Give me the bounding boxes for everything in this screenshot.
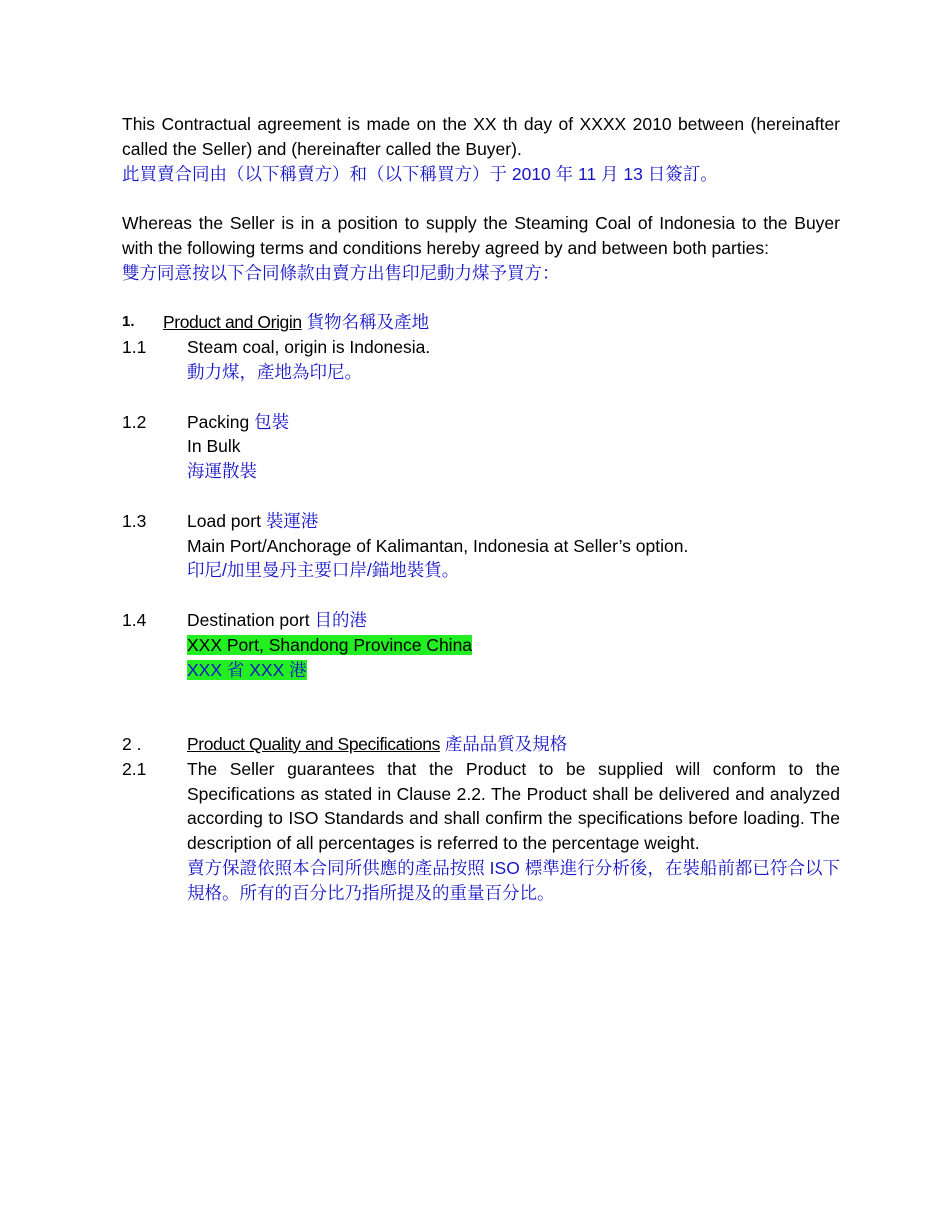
clause-1-4 <box>122 608 840 682</box>
clause-number: 1.2 <box>122 411 147 432</box>
clause-1-2-value-chinese: 海運散裝 <box>187 461 257 482</box>
clause-1-2-value: In Bulk <box>187 436 241 457</box>
clause-2-1-english: The Seller guarantees that the Product to be supplied will conform to the Specifications as stated in Clause 2.2. The Product shall be delivered and analyzed according to ISO Standards and shall confirm the specifications before loading. The description of all percentages is referred to the percentage weight. <box>187 758 840 854</box>
section-2-heading <box>122 732 840 757</box>
clause-1-3-label: Load port <box>187 510 261 531</box>
clause-1-1 <box>122 335 840 385</box>
clause-1-4-label-chinese: 目的港 <box>314 609 367 630</box>
clause-1-2-label: Packing <box>187 411 250 432</box>
section-1-heading <box>122 310 840 335</box>
clause-1-1-english: Steam coal, origin is Indonesia. <box>187 337 431 358</box>
intro-paragraph <box>122 112 840 186</box>
clause-number: 2.1 <box>122 758 147 779</box>
clause-1-3-value: Main Port/Anchorage of Kalimantan, Indonesia at Seller’s option. <box>187 535 689 556</box>
clause-1-4-value-chinese-highlighted: XXX 省 XXX 港 <box>187 659 307 680</box>
clause-number: 1.4 <box>122 609 147 630</box>
whereas-chinese: 雙方同意按以下合同條款由賣方出售印尼動力煤予買方： <box>122 262 560 283</box>
intro-english: This Contractual agreement is made on the XX th day of XXXX 2010 between (hereinafter called the Seller) and (hereinafter called the Buyer). <box>122 114 840 159</box>
section-2-title: Product Quality and Specifications <box>187 733 440 754</box>
contract-page <box>122 112 840 906</box>
clause-number: 1.1 <box>122 337 147 358</box>
whereas-english: Whereas the Seller is in a position to supply the Steaming Coal of Indonesia to the Buyer with the following terms and conditions hereby agreed by and between both parties: <box>122 213 840 258</box>
clause-1-4-label: Destination port <box>187 609 310 630</box>
clause-1-2 <box>122 410 840 484</box>
clause-1-4-value-highlighted: XXX Port, Shandong Province China <box>187 634 473 655</box>
whereas-paragraph <box>122 211 840 285</box>
clause-1-2-label-chinese: 包裝 <box>254 411 290 432</box>
section-2-number: 2 . <box>122 733 142 754</box>
section-2-title-chinese: 產品品質及規格 <box>444 733 568 754</box>
clause-1-3-value-chinese: 印尼/加里曼丹主要口岸/錨地裝貨。 <box>187 560 460 581</box>
clause-1-3-label-chinese: 裝運港 <box>265 510 319 531</box>
section-1-number: 1. <box>122 313 135 331</box>
intro-chinese: 此買賣合同由（以下稱賣方）和（以下稱買方）于 2010 年 11 月 13 日簽訂。 <box>122 163 718 184</box>
section-1-title-chinese: 貨物名稱及產地 <box>306 312 430 333</box>
section-1-title: Product and Origin <box>163 312 302 333</box>
clause-2-1 <box>122 757 840 906</box>
clause-1-1-chinese: 動力煤，產地為印尼。 <box>187 361 362 382</box>
clause-2-1-chinese: 賣方保證依照本合同所供應的產品按照 ISO 標準進行分析後，在裝船前都已符合以下規格。所有的百分比乃指所提及的重量百分比。 <box>187 857 840 903</box>
clause-1-3 <box>122 509 840 583</box>
clause-number: 1.3 <box>122 510 147 531</box>
